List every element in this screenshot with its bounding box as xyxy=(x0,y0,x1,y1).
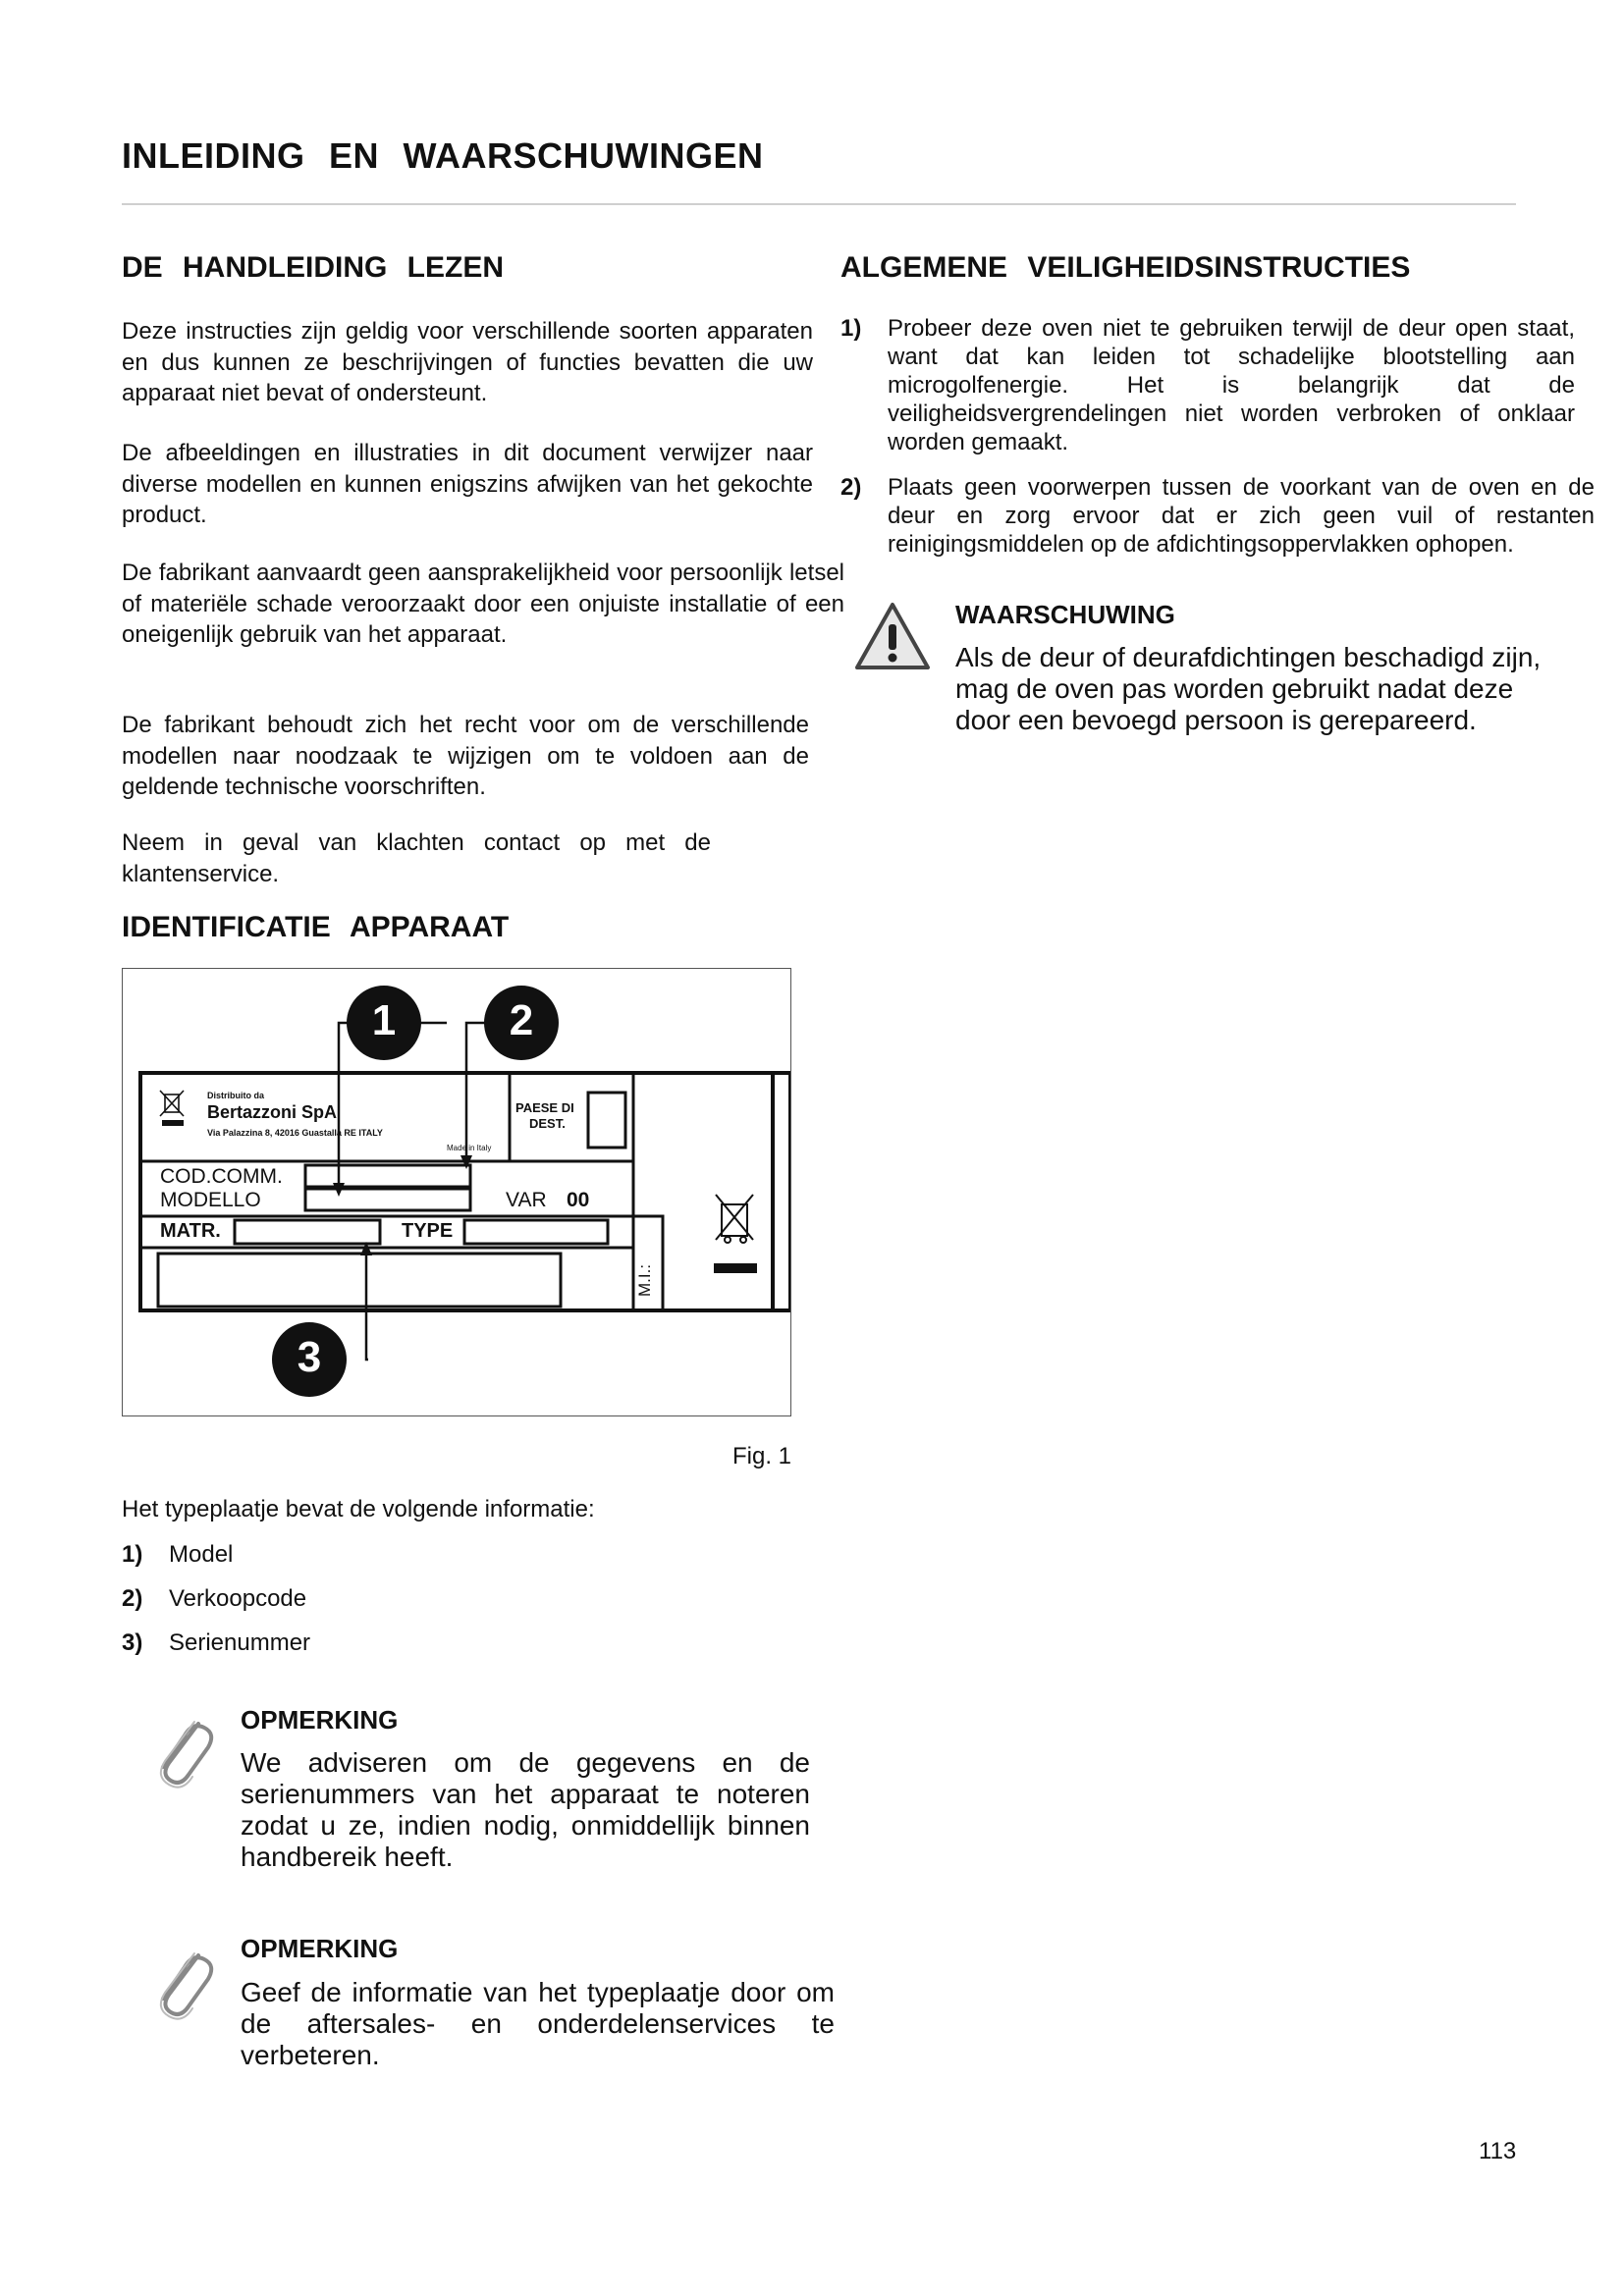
plate-intro: Het typeplaatje bevat de volgende informatie: xyxy=(122,1496,595,1522)
paragraph: Deze instructies zijn geldig voor verschillende soorten apparaten en dus kunnen ze beschrijvingen of functies bevatten die uw apparaat niet bevat of ondersteunt. xyxy=(122,318,813,406)
dest-label: DEST. xyxy=(529,1116,566,1131)
note-text: Geef de informatie van het typeplaatje door om de aftersales- en onderdelenservices te verbeteren. xyxy=(241,1977,835,2070)
distributed-by: Distribuito da xyxy=(207,1091,264,1100)
warning-triangle-icon xyxy=(854,601,931,671)
safety-item: 1) Probeer deze oven niet te gebruiken terwijl de deur open staat, want dat kan leiden tot schadelijke blootstelling aan microgolfenergie. Het is belangrijk dat de veiligheidsvergrendelingen niet worden verbroken of onklaar worden gemaakt. xyxy=(840,315,1575,455)
cod-comm-label: COD.COMM. xyxy=(160,1165,283,1188)
company-address: Via Palazzina 8, 42016 Guastalla RE ITALY xyxy=(207,1128,383,1138)
section-heading-read-manual: DE HANDLEIDING LEZEN xyxy=(122,251,505,284)
matr-label: MATR. xyxy=(160,1220,221,1242)
company-name: Bertazzoni SpA xyxy=(207,1102,338,1122)
paragraph: De afbeeldingen en illustraties in dit document verwijzer naar diverse modellen en kunnen enigszins afwijken van het gekochte product. xyxy=(122,440,813,528)
mi-label: M.I.: xyxy=(635,1263,654,1297)
figure-caption: Fig. 1 xyxy=(732,1443,792,1469)
type-label: TYPE xyxy=(402,1220,454,1242)
var-label: VAR xyxy=(506,1189,547,1211)
paragraph: De fabrikant aanvaardt geen aansprakelijkheid voor persoonlijk letsel of materiële schade veroorzaakt door een onjuiste installatie of een oneigenlijk gebruik van het apparaat. xyxy=(122,560,844,648)
list-item: 1) Model xyxy=(122,1541,234,1568)
page-number: 113 xyxy=(1479,2138,1517,2164)
warning-heading: WAARSCHUWING xyxy=(955,600,1175,629)
callout-3: 3 xyxy=(297,1333,322,1381)
paese-label: PAESE DI xyxy=(515,1100,574,1115)
rating-plate-figure xyxy=(122,968,791,1416)
made-in: Made in Italy xyxy=(447,1144,492,1152)
section-heading-safety: ALGEMENE VEILIGHEIDSINSTRUCTIES xyxy=(840,251,1411,284)
note-heading: OPMERKING xyxy=(241,1934,399,1963)
paragraph: De fabrikant behoudt zich het recht voor om de verschillende modellen naar noodzaak te wijzigen om te voldoen aan de geldende technische voorschriften. xyxy=(122,712,809,800)
note-heading: OPMERKING xyxy=(241,1705,399,1735)
callout-2: 2 xyxy=(509,996,534,1044)
var-value: 00 xyxy=(567,1189,590,1211)
paperclip-icon xyxy=(147,1712,214,1794)
safety-item: 2) Plaats geen voorwerpen tussen de voorkant van de oven en de deur en zorg ervoor dat er zich geen vuil of restanten reinigingsmiddelen op de afdichtingsoppervlakken ophopen. xyxy=(840,474,1595,558)
note-text: We adviseren om de gegevens en de serienummers van het apparaat te noteren zodat u ze, indien nodig, onmiddellijk binnen handbereik heeft. xyxy=(241,1747,810,1872)
callout-1: 1 xyxy=(371,996,397,1044)
list-item: 2) Verkoopcode xyxy=(122,1585,307,1612)
paperclip-icon xyxy=(147,1944,214,2026)
modello-label: MODELLO xyxy=(160,1189,261,1211)
list-item: 3) Serienummer xyxy=(122,1629,311,1656)
section-heading-identification: IDENTIFICATIE APPARAAT xyxy=(122,911,510,943)
warning-text: Als de deur of deurafdichtingen beschadigd zijn, mag de oven pas worden gebruikt nadat deze door een bevoegd persoon is gerepareerd. xyxy=(955,642,1542,735)
title-divider xyxy=(122,203,1516,205)
paragraph: Neem in geval van klachten contact op met de klantenservice. xyxy=(122,829,711,887)
page-title: INLEIDING EN WAARSCHUWINGEN xyxy=(122,135,764,176)
